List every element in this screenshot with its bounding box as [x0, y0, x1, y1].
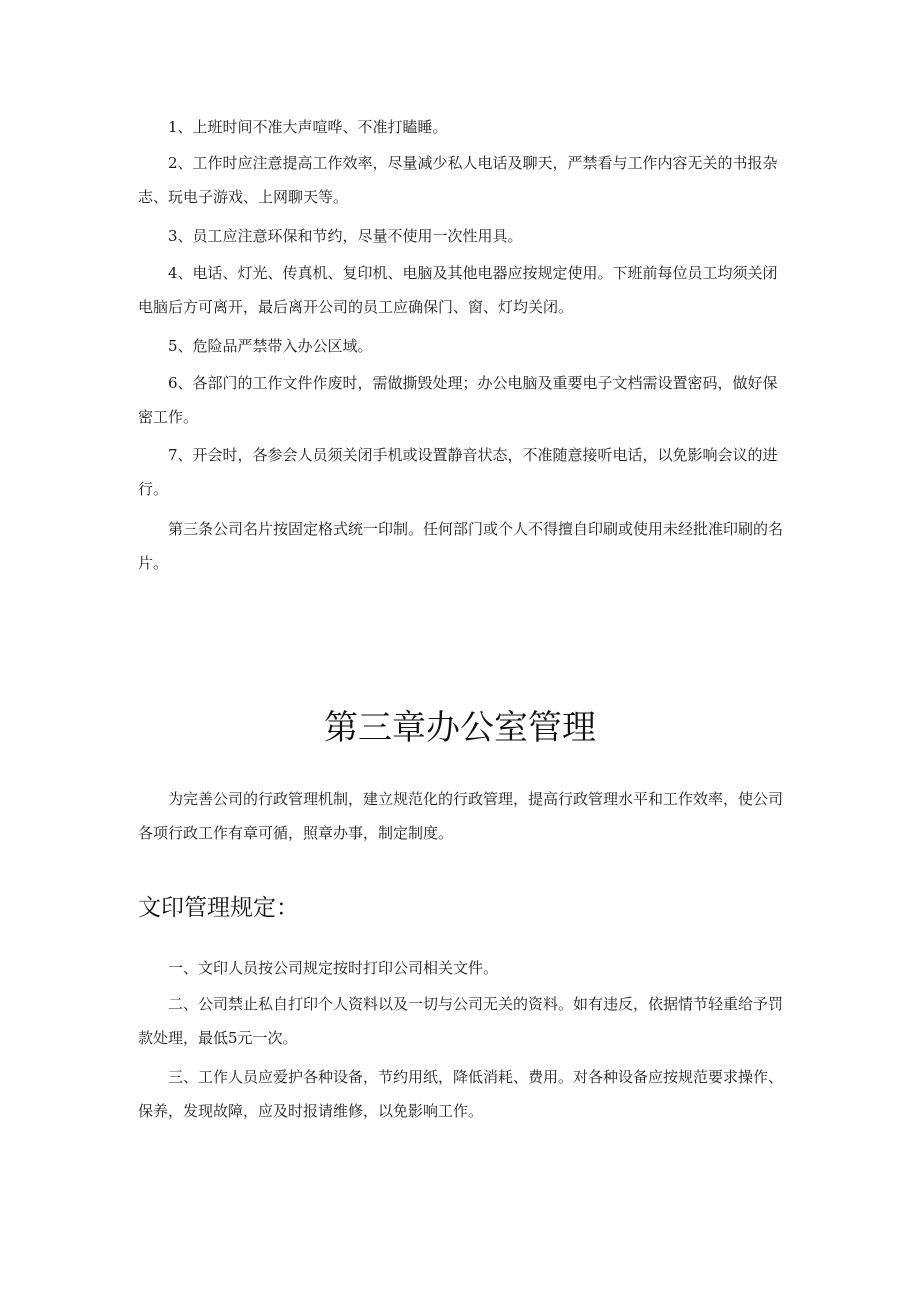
chapter-title: 第三章办公室管理	[324, 708, 596, 748]
rule-7: 7、开会时，各参会人员须关闭手机或设置静音状态，不准随意接听电话，以免影响会议的进行。	[138, 446, 778, 498]
printing-item-3: 三、工作人员应爱护各种设备，节约用纸，降低消耗、费用。对各种设备应按规范要求操作、保养，发现故障，应及时报请维修，以免影响工作。	[138, 1068, 784, 1120]
rule-5: 5、危险品严禁带入办公区域。	[168, 337, 373, 355]
rule-2: 2、工作时应注意提高工作效率，尽量减少私人电话及聊天，严禁看与工作内容无关的书报杂志、玩电子游戏、上网聊天等。	[138, 154, 778, 206]
rule-6: 6、各部门的工作文件作废时，需做撕毁处理；办公电脑及重要电子文档需设置密码，做好保密工作。	[138, 374, 778, 426]
printing-item-1: 一、文印人员按公司规定按时打印公司相关文件。	[168, 959, 499, 977]
rule-4: 4、电话、灯光、传真机、复印机、电脑及其他电器应按规定使用。下班前每位员工均须关闭电脑后方可离开，最后离开公司的员工应确保门、窗、灯均关闭。	[138, 264, 778, 316]
chapter-intro: 为完善公司的行政管理机制，建立规范化的行政管理，提高行政管理水平和工作效率，使公司各项行政工作有章可循，照章办事，制定制度。	[138, 790, 784, 842]
rule-3: 3、员工应注意环保和节约，尽量不使用一次性用具。	[168, 227, 523, 245]
rule-1: 1、上班时间不准大声喧哗、不准打瞌睡。	[168, 118, 448, 136]
article-3: 第三条公司名片按固定格式统一印制。任何部门或个人不得擅自印刷或使用未经批准印刷的名片。	[138, 520, 784, 572]
printing-item-2: 二、公司禁止私自打印个人资料以及一切与公司无关的资料。如有违反，依据情节轻重给予罚款处理，最低5元一次。	[138, 995, 784, 1047]
section-heading-printing: 文印管理规定：	[138, 895, 299, 921]
